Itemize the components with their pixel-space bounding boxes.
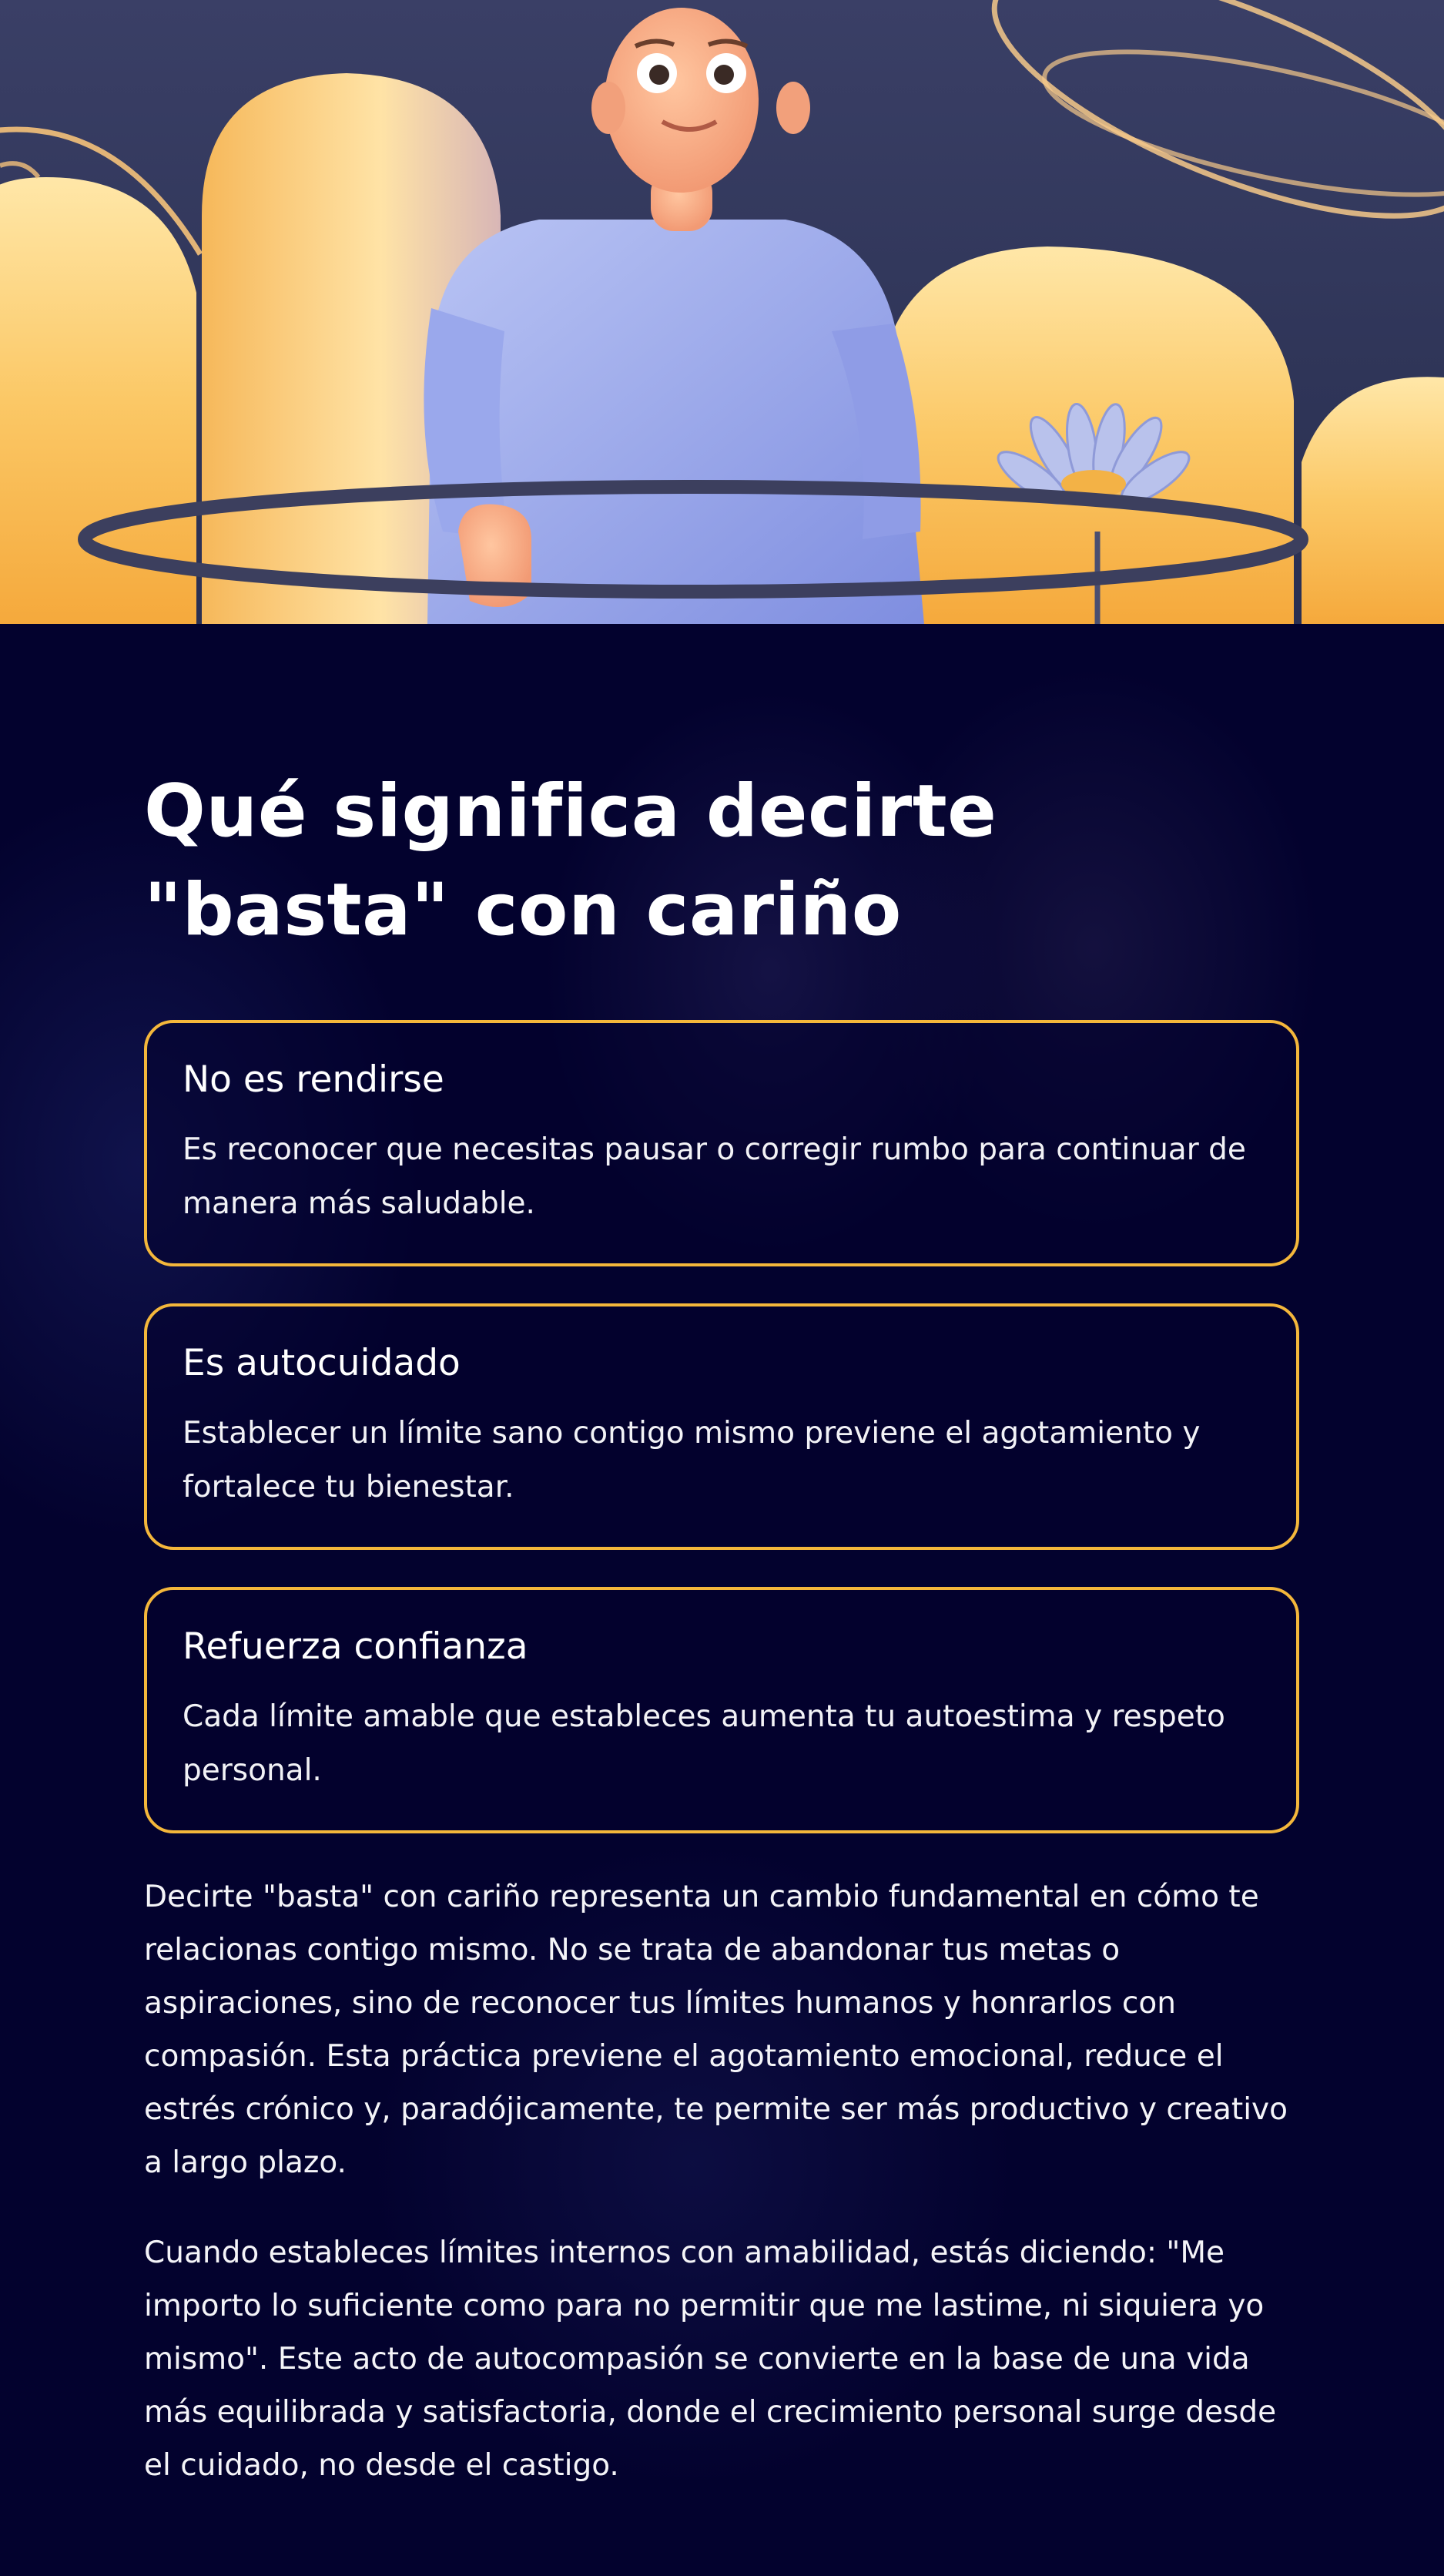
card-text: Establecer un límite sano contigo mismo previene el agotamiento y fortalece tu bienestar. — [183, 1416, 1201, 1504]
hero-3d-character-image — [0, 0, 1444, 624]
body-paragraph: Decirte "basta" con cariño representa un cambio fundamental en cómo te relacionas contigo mismo. No se trata de abandonar tus metas o aspiraciones, sino de reconocer tus límites humanos y honrarlos con compasión. Esta práctica previene el agotamiento emocional, reduce el estrés crónico y, paradójicamente, te permite ser más productivo y creativo a largo plazo. — [144, 1880, 1288, 2180]
info-card — [144, 1303, 1299, 1550]
article-content — [144, 763, 1299, 2529]
card-title: Refuerza confianza — [183, 1625, 528, 1668]
card-text: Cada límite amable que estableces aumenta tu autoestima y respeto personal. — [183, 1699, 1225, 1788]
card-title: No es rendirse — [183, 1058, 444, 1101]
info-card — [144, 1020, 1299, 1266]
card-title: Es autocuidado — [183, 1342, 461, 1384]
card-text: Es reconocer que necesitas pausar o corregir rumbo para continuar de manera más saludable. — [183, 1132, 1246, 1221]
page-title: Qué significa decirte "basta" con cariño — [144, 770, 997, 952]
hero-illustration — [0, 0, 1444, 624]
info-card — [144, 1587, 1299, 1833]
body-paragraph: Cuando estableces límites internos con amabilidad, estás diciendo: "Me importo lo suficiente como para no permitir que me lastime, ni siquiera yo mismo". Este acto de autocompasión se convierte en la base de una vida más equilibrada y satisfactoria, donde el crecimiento personal surge desde el cuidado, no desde el castigo. — [144, 2236, 1277, 2483]
